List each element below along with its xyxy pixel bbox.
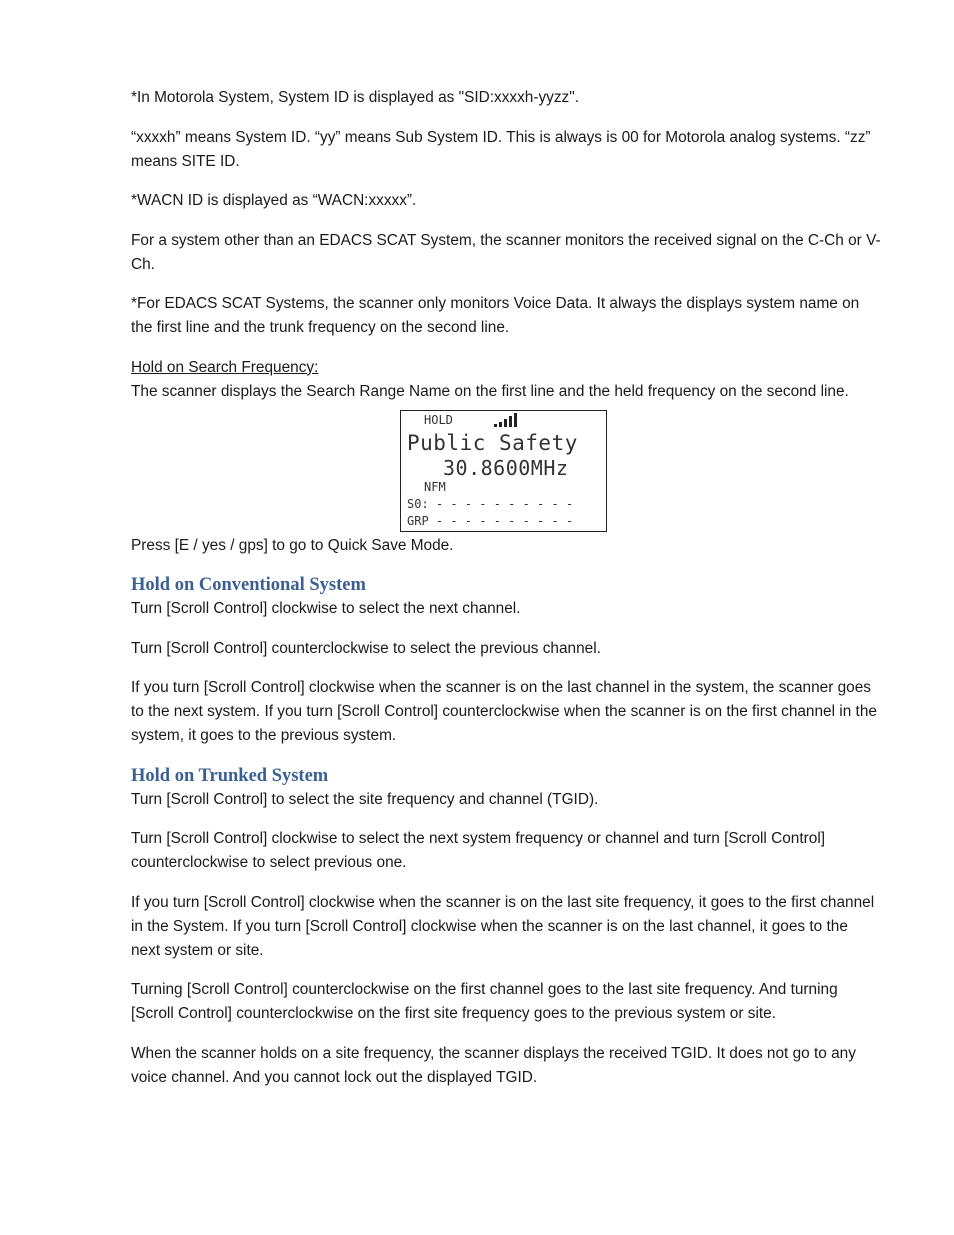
paragraph-trunked-1: Turn [Scroll Control] to select the site frequency and channel (TGID). [131, 790, 599, 808]
hold-search-block [131, 356, 881, 404]
lcd-display [400, 410, 607, 532]
heading-conventional: Hold on Conventional System [131, 575, 366, 595]
paragraph-sid-meaning: “xxxxh” means System ID. “yy” means Sub System ID. This is always is 00 for Motorola analog systems. “zz” means SITE ID. [131, 128, 871, 170]
hold-search-text: The scanner displays the Search Range Name on the first line and the held frequency on the second line. [131, 382, 849, 400]
paragraph-trunked-3: If you turn [Scroll Control] clockwise when the scanner is on the last site frequency, it goes to the first channel in the System. If you turn [Scroll Control] clockwise when the scanner is on the last channel, it goes to the next system or site. [131, 893, 875, 959]
lcd-status: HOLD [424, 412, 453, 427]
paragraph-trunked-5: When the scanner holds on a site frequency, the scanner displays the received TGID. It does not go to any voice channel. And you cannot lock out the displayed TGID. [131, 1044, 856, 1086]
paragraph-conventional-1: Turn [Scroll Control] clockwise to select the next channel. [131, 600, 521, 617]
paragraph-edacs-scat: *For EDACS SCAT Systems, the scanner only monitors Voice Data. It always the displays system name on the first line and the trunk frequency on the second line. [131, 295, 860, 336]
paragraph-wacn: *WACN ID is displayed as “WACN:xxxxx”. [131, 192, 417, 209]
paragraph-non-edacs: For a system other than an EDACS SCAT System, the scanner monitors the received signal on the C-Ch or V-Ch. [131, 231, 881, 273]
lcd-figure [131, 410, 881, 532]
page-content [131, 86, 881, 1105]
lcd-row2: GRP - - - - - - - - - - [407, 513, 574, 528]
paragraph-trunked-2: Turn [Scroll Control] clockwise to select the next system frequency or channel and turn [Scroll Control] counterclockwise to select previous one. [131, 830, 826, 871]
lcd-line1: Public Safety [407, 430, 578, 455]
signal-strength-icon [494, 413, 518, 427]
paragraph-conventional-3: If you turn [Scroll Control] clockwise when the scanner is on the last channel in the system, the scanner goes to the next system. If you turn [Scroll Control] counterclockwise when the scanner is on the first channel in the system, it goes to the previous system. [131, 679, 877, 744]
paragraph-quick-save: Press [E / yes / gps] to go to Quick Save Mode. [131, 536, 454, 554]
heading-trunked: Hold on Trunked System [131, 765, 329, 786]
hold-search-heading: Hold on Search Frequency: [131, 358, 319, 376]
lcd-mode: NFM [424, 479, 446, 494]
paragraph-trunked-4: Turning [Scroll Control] counterclockwise on the first channel goes to the last site frequency. And turning [Scroll Control] counterclockwise on the first site frequency goes to the previous system or site. [131, 981, 838, 1022]
paragraph-sid-format: *In Motorola System, System ID is displayed as "SID:xxxxh-yyzz". [131, 89, 579, 106]
paragraph-conventional-2: Turn [Scroll Control] counterclockwise to select the previous channel. [131, 639, 601, 657]
lcd-row1: S0: - - - - - - - - - - [407, 496, 574, 511]
lcd-line2: 30.8600MHz [443, 455, 569, 480]
